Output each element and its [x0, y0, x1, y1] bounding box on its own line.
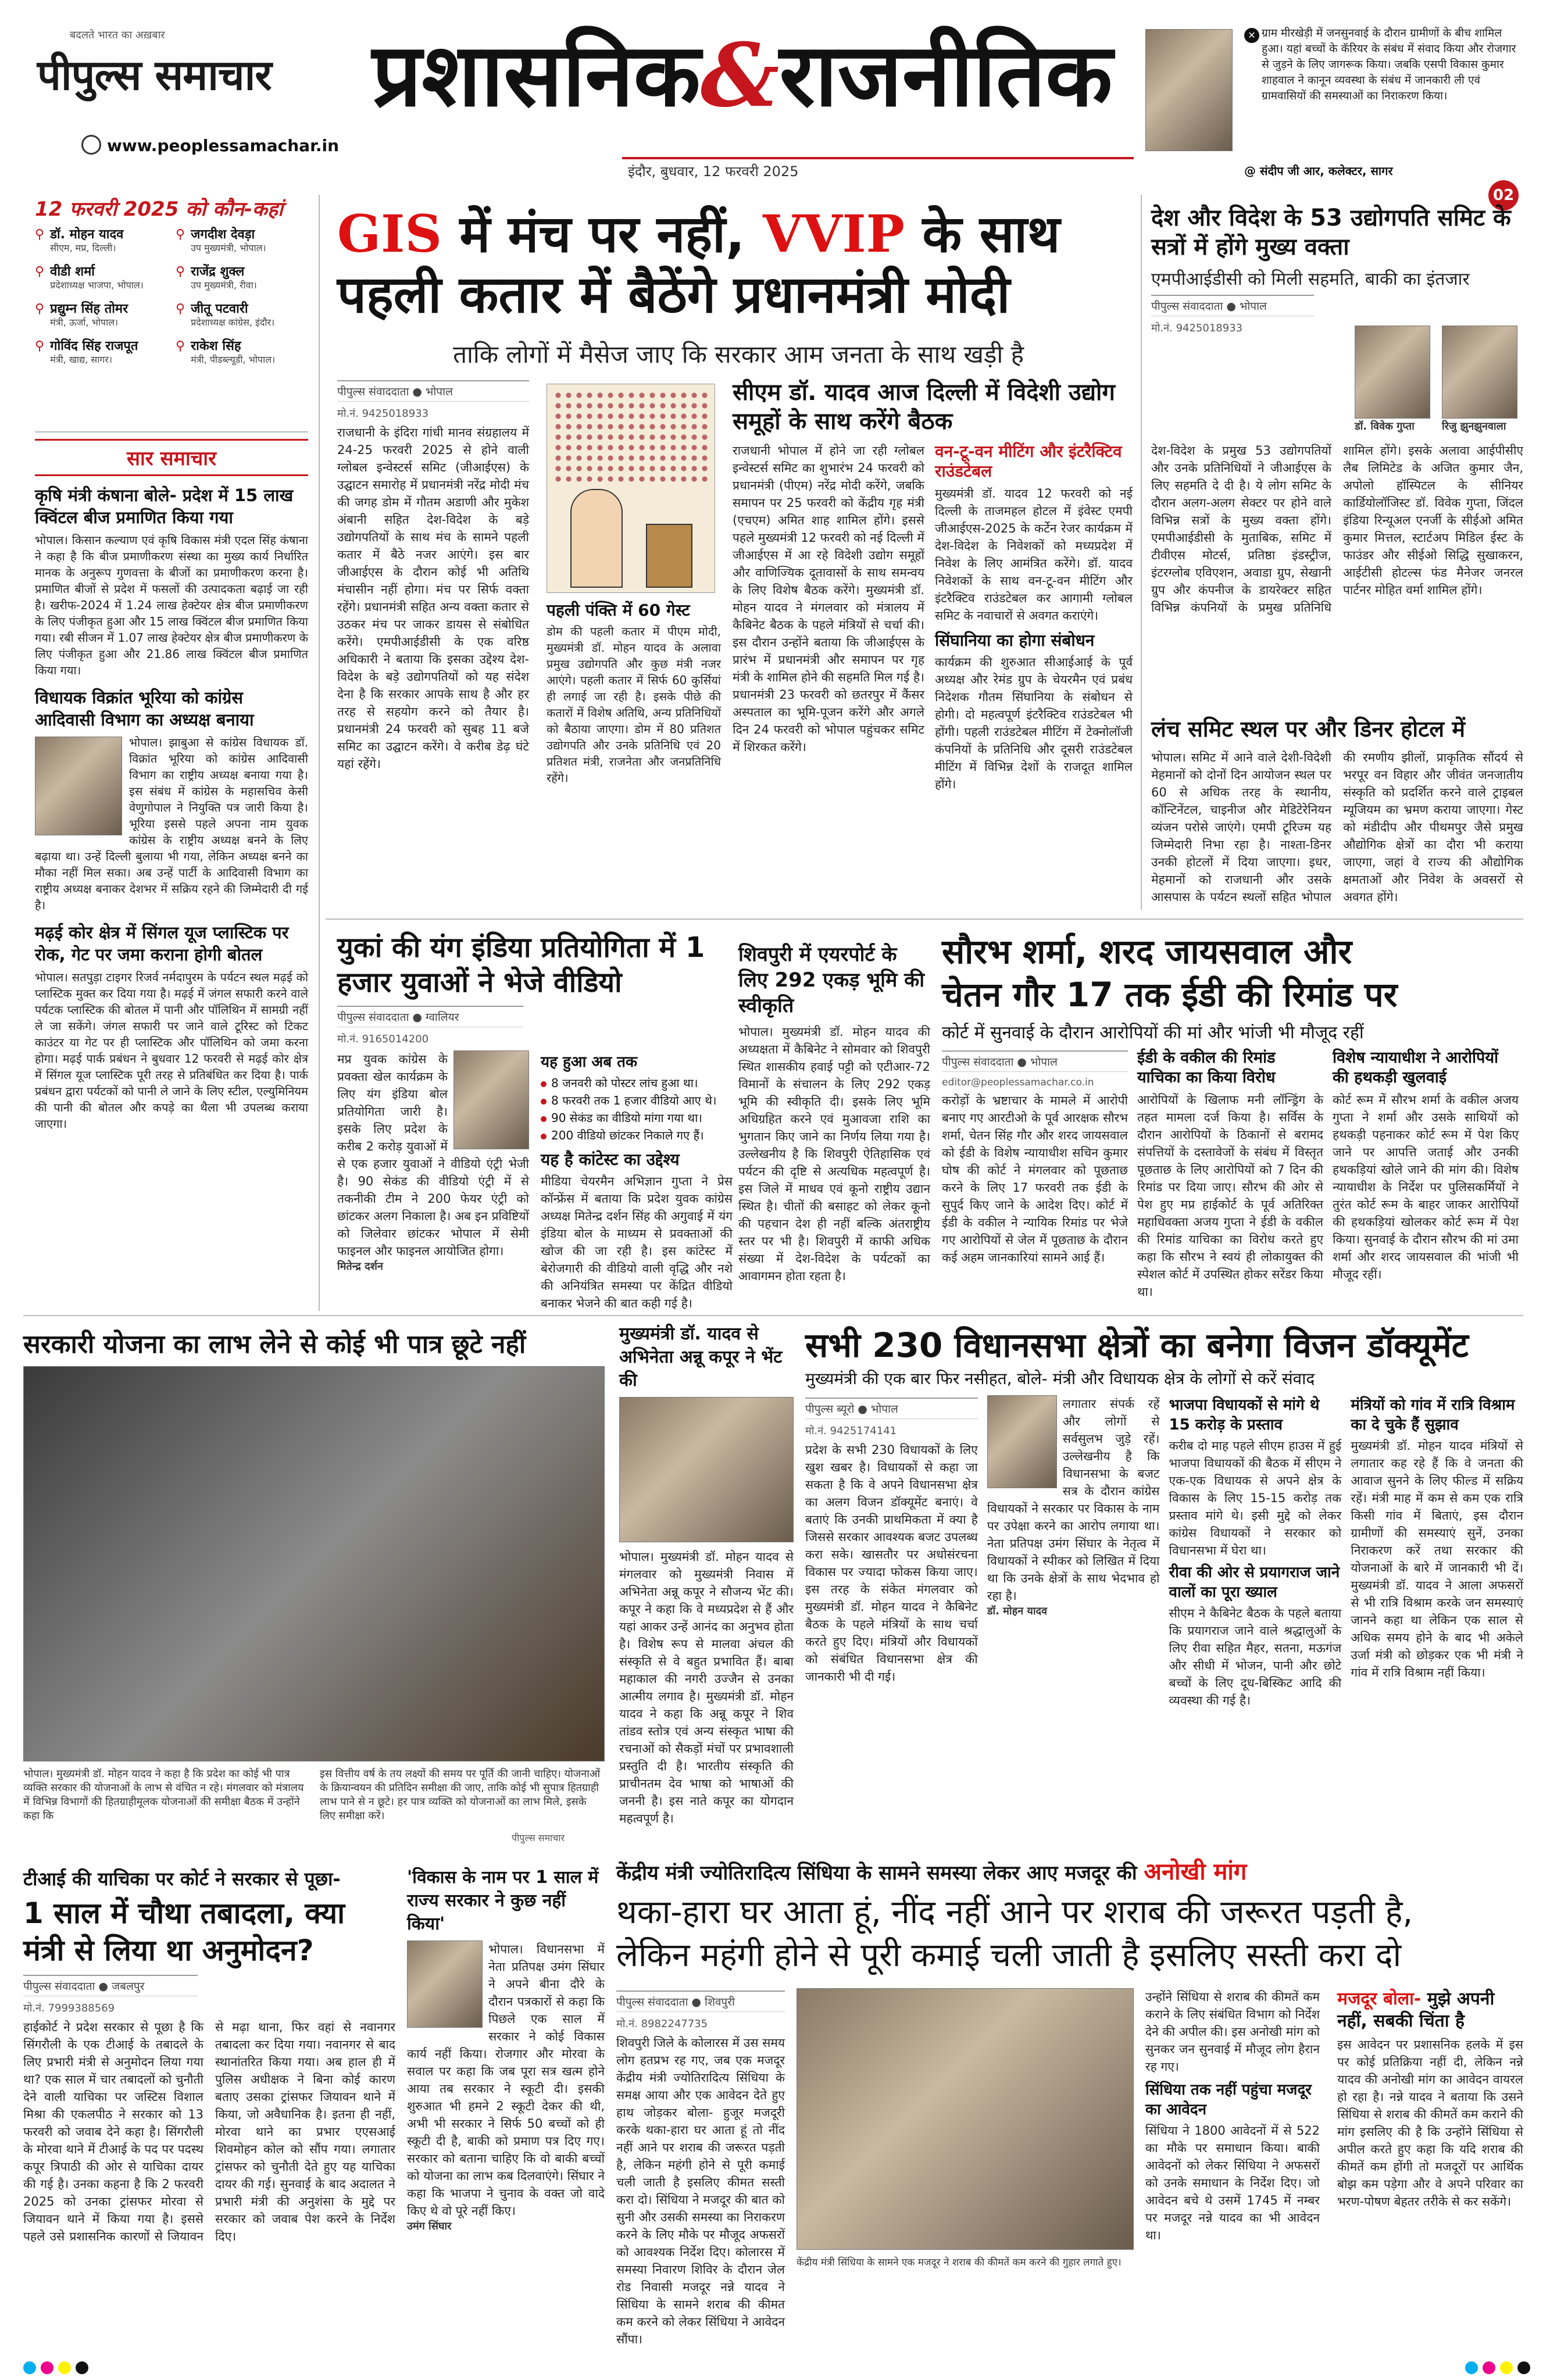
person-info — [50, 339, 138, 366]
registration-mark — [23, 2361, 36, 2374]
speaker-figure — [570, 489, 623, 588]
section-title-part1: प्रशासनिक — [372, 25, 701, 126]
ed-col2-text: आरोपियों के खिलाफ मनी लॉन्ड्रिंग के तहत मामला दर्ज किया है। सर्विस के दौरान आरोपियों के ठिकानों से बरामद संपत्तियों के दस्तावेजों के संबंध में विस्तृत पूछताछ के लिए आरोपियों को 7 दिन की रिमांड पर दिया जाए। सौरभ की ओर से पेश हुए मप्र हाईकोर्ट के पूर्व अतिरिक्त महाधिवक्ता अजय गुप्ता ने ईडी के वकील की रिमांड याचिका का विरोध करते हुए कहा कि सौरभ ने स्वयं ही लोकायुक्त की स्पेशल कोर्ट में उपस्थित होकर सरेंडर किया था। — [1137, 1093, 1323, 1299]
who-where-box — [35, 195, 308, 427]
masthead — [0, 0, 1557, 204]
registration-mark — [76, 2361, 88, 2374]
person-role: उप मुख्यमंत्री, भोपाल। — [191, 242, 266, 253]
vision-byline: पीपुल्स ब्यूरो ● भोपाल — [805, 1398, 978, 1419]
scindia-col3-sub-text: सिंधिया ने 1800 आवेदनों में से 522 का मौके पर समाधान किया। बाकी आवेदनों को लेकर सिंधिया ने अफसरों को उनके समाधान के निर्देश दिए। जो आवेदन बचे थे उसमें 1745 में नम्बर पर मजदूर नन्ने यादव का भी आवेदन था। — [1145, 2124, 1320, 2242]
ed-col3-text: कोर्ट रूम में सौरभ शर्मा के वकील अजय गुप्ता ने शर्मा और उसके साथियों को हथकड़ी पहनाकर कोर्ट रूम में पेश किए जाने पर आपत्ति जताई और उनकी हथकड़ियां खोले जाने की मांग की। विशेष न्यायाधीश के निर्देश पर पुलिसकर्मियों ने तुरंत कोर्ट रूम के बाहर जाकर आरोपियों की हथकड़ियां खोलकर कोर्ट रूम में पेश किया। सुनवाई के दौरान सौरभ की मां उमा शर्मा और शरद जायसवाल की भांजी भी मौजूद रहीं। — [1333, 1093, 1519, 1281]
annu-text: भोपाल। मुख्यमंत्री डॉ. मोहन यादव से मंगलवार को मुख्यमंत्री निवास में अभिनेता अन्नू कपूर ने सौजन्य भेंट की। कपूर ने कहा कि वे मध्यप्रदेश से हैं और यहां आकर उन्हें आनंद का अनुभव होता है। विशेष रूप से मालवा अंचल की संस्कृति से वे बहुत प्रभावित हैं। बाबा महाकाल की नगरी उज्जैन से उनका आत्मीय लगाव है। मुख्यमंत्री डॉ. मोहन यादव ने कहा कि अन्नू कपूर ने शिव तांडव स्तोत्र एवं अन्य संस्कृत भाषा की रचनाओं को सैकड़ों मंचों पर प्रभावशाली प्रस्तुति दी है। भारतीय संस्कृति की प्राचीनतम देव भाषा को भाषाओं की जननी है। इस नाते कपूर का योगदान महत्वपूर्ण है। — [619, 1550, 794, 1825]
cm-delhi-sub2: सिंघानिया का होगा संबोधन — [935, 631, 1095, 650]
youth-mobile: मो.नं. 9165014200 — [337, 1033, 429, 1045]
youth-list — [541, 1075, 733, 1143]
logo-text: पीपुल्स समाचार — [37, 51, 272, 99]
ti-kicker: टीआई की याचिका पर कोर्ट ने सरकार से पूछा- — [23, 1868, 341, 1890]
registration-mark — [41, 2361, 53, 2374]
location-pin-icon: ⚲ — [176, 339, 185, 353]
cm-delhi-text2: मुख्यमंत्री डॉ. यादव 12 फरवरी को नई दिल्ली के ताजमहल होटल में इंवेस्ट एमपी जीआईएस-2025 के कर्टेन रेजर कार्यक्रम में देश-विदेश के निवेशकों को मध्यप्रदेश में निवेश के लिए आमंत्रित करेंगे। डॉ. यादव निवेशकों के साथ वन-टू-वन मीटिंग और इंटरैक्टिव राउंडटेबल कर आगामी ग्लोबल समिट के नवाचारों से अवगत कराएंगे। — [935, 487, 1133, 623]
scindia-col4-title-red: मजदूर बोला- — [1337, 1989, 1422, 2009]
scindia-col3-sub: सिंधिया तक नहीं पहुंचा मजदूर का आवेदन — [1145, 2081, 1312, 2118]
ti-mobile: मो.नं. 7999388569 — [23, 2002, 115, 2014]
airport-article — [738, 942, 930, 1285]
gis-box-title: पहली पंक्ति में 60 गेस्ट — [547, 601, 690, 620]
person-name: वीडी शर्मा — [50, 265, 95, 279]
youth-sub: यह है कांटेस्ट का उद्देश्य — [541, 1150, 680, 1169]
summit53-byline: पीपुल्स संवाददाता ● भोपाल — [1151, 295, 1314, 316]
scindia-photo — [797, 1988, 1134, 2250]
scindia-headline-line1: थका-हारा घर आता हूं, नींद नहीं आने पर शराब की जरूरत पड़ती है, — [616, 1893, 1413, 1931]
mohan-yadav-photo — [987, 1395, 1057, 1488]
photo-caption: डॉ. मोहन यादव — [987, 1605, 1048, 1617]
vision-text: प्रदेश के सभी 230 विधायकों के लिए खुश खबर है। विधायकों से कहा जा सकता है कि वे अपने विधानसभा क्षेत्र का अलग विजन डॉक्यूमेंट बनाएं। वे बताएं कि उनकी प्राथमिकता में क्या है जिससे सरकार आवश्यक बजट उपलब्ध करा सके। खासतौर पर अधोसंरचना विकास पर ज्यादा फोकस किया जाए। इस तरह के संकेत मंगलवार को मुख्यमंत्री डॉ. मोहन यादव ने कैबिनेट बैठक के पहले मंत्रियों के साथ चर्चा करते हुए दिए। मंत्रियों और विधायकों को संबंधित विधानसभा क्षेत्र की जानकारी भी दी गई। — [805, 1443, 978, 1684]
top-right-credit: @ संदीप जी आर, कलेक्टर, सागर — [1244, 164, 1393, 178]
who-where-heading: 12 फरवरी 2025 को कौन-कहां — [35, 198, 283, 221]
ti-headline: 1 साल में चौथा तबादला, क्या मंत्री से लिया था अनुमोदन? — [23, 1896, 345, 1967]
scindia-headline-line2: लेकिन महंगी होने से पूरी कमाई चली जाती है इसलिए सस्ती करा दो — [616, 1936, 1402, 1974]
meeting-photo — [23, 1366, 605, 1761]
gis-box-text: डोम की पहली कतार में पीएम मोदी, मुख्यमंत्री डॉ. मोहन यादव के अलावा प्रमुख उद्योगपति और कुछ मंत्री नजर आएंगे। पहली कतार में सिर्फ 60 कुर्सियां ही लगाई जा रही है। इसके पीछे की कतारों में विशेष अतिथि, अन्य प्रतिनिधियों को बैठाया जाएगा। डोम में 80 प्रतिशत उद्योगपति और उनके प्रतिनिधि एवं 20 प्रतिशत मंत्री, राजनेता और जनप्रतिनिधि रहेंगे। — [547, 624, 721, 785]
saar-item — [35, 687, 308, 913]
people-grid — [35, 227, 308, 373]
person-role: मंत्री, खाद्य, सागर। — [50, 354, 112, 365]
cm-delhi-article — [733, 378, 1134, 793]
vikas-headline: 'विकास के नाम पर 1 साल में राज्य सरकार ने कुछ नहीं किया' — [407, 1867, 599, 1934]
gis-article — [337, 378, 529, 773]
saar-item-text: भोपाल। सतपुड़ा टाइगर रिजर्व नर्मदापुरम के पर्यटन स्थल मढ़ई को प्लास्टिक मुक्त कर दिया गया है। मढ़ई में जंगल सफारी करने वाले पर्यटक प्लास्टिक की बोतल में पानी और पॉलिथिन में सामग्री नहीं ले जा सकेंगे। जंगल सफारी पर जाने वाले टूरिस्ट को टिकट काउंटर या गेट पर ही प्लास्टिक और पॉलिथिन को जमा करना होगा। मढ़ई पार्क प्रबंधन ने बुधवार 12 फरवरी से मढ़ई कोर क्षेत्र में सिंगल यूज प्लास्टिक पूरी तरह से प्रतिबंधित कर दिया है। पार्क प्रबंधन द्वारा पर्यटकों को पानी ले जाने के लिए स्टील, एल्युमिनियम की पानी की बोतल और कपड़े का थैला भी उपलब्ध कराया जाएगा। — [35, 970, 308, 1131]
globe-icon — [81, 135, 101, 155]
registration-mark — [1483, 2361, 1495, 2374]
person-entry — [35, 302, 167, 335]
meeting-caption-1: भोपाल। मुख्यमंत्री डॉ. मोहन यादव ने कहा है कि प्रदेश का कोई भी पात्र व्यक्ति सरकार की योजनाओं के लाभ से वंचित न रहे। मंगलवार को मंत्रालय में विभिन्न विभागों की हितग्राहीमूलक योजनाओं की समीक्षा बैठक में उन्होंने कहा कि — [23, 1768, 304, 1822]
cm-delhi-text1: राजधानी भोपाल में होने जा रही ग्लोबल इन्वेस्टर्स समिट का शुभारंभ 24 फरवरी को प्रधानमंत्री (पीएम) नरेंद्र मोदी करेंगे, जबकि समापन पर 25 फरवरी को केंद्रीय गृह मंत्री (एचएम) अमित शाह शामिल होंगे। इससे पहले मुख्यमंत्री 12 फरवरी को नई दिल्ली में जीआईएस में आ रहे विदेशी उद्योग समूहों और वाणिज्यिक दूतावासों के साथ समन्वय के लिए विशेष बैठक करेंगे। मुख्यमंत्री डॉ. मोहन यादव ने मंगलवार को मंत्रालय में कैबिनेट बैठक के पहले मंत्रियों से चर्चा की। इस दौरान उन्होंने बताया कि जीआईएस के प्रारंभ में प्रधानमंत्री और समापन पर गृह मंत्री के शामिल होने की सहमति मिल गई है। प्रधानमंत्री 23 फरवरी को छतरपुर में कैंसर अस्पताल का भूमि-पूजन करेंगे और अगले दिन 24 फरवरी को भोपाल पहुंचकर समिट में शिरकत करेंगे। — [733, 444, 924, 754]
youth-list-title: यह हुआ अब तक — [541, 1053, 637, 1071]
lunch-headline: लंच समिट स्थल पर और डिनर होटल में — [1151, 716, 1465, 742]
scindia-byline: पीपुल्स संवाददाता ● शिवपुरी — [616, 1991, 785, 2012]
scheme-headline: सरकारी योजना का लाभ लेने से कोई भी पात्र छूटे नहीं — [23, 1330, 526, 1359]
person-name: गोविंद सिंह राजपूत — [50, 339, 138, 353]
location-pin-icon: ⚲ — [176, 227, 185, 242]
photo-caption: उमंग सिंघार — [407, 2220, 452, 2232]
location-pin-icon: ⚲ — [35, 339, 45, 353]
scindia-col4-title — [1337, 1988, 1523, 2032]
website-link[interactable]: www.peoplessamachar.in — [107, 136, 340, 155]
vision-subhead: मुख्यमंत्री की एक बार फिर नसीहत, बोले- मंत्री और विधायक क्षेत्र के लोगों से करें संवाद — [805, 1369, 1315, 1388]
saar-item-title: विधायक विक्रांत भूरिया को कांग्रेस आदिवासी विभाग का अध्यक्ष बनाया — [35, 688, 254, 730]
gis-subhead: ताकि लोगों में मैसेज जाए कि सरकार आम जनता के साथ खड़ी है — [453, 340, 1024, 369]
divider — [35, 431, 308, 433]
location-pin-icon: ⚲ — [176, 265, 185, 279]
person-role: प्रदेशाध्यक्ष कांग्रेस, इंदौर। — [191, 317, 275, 328]
annu-headline: मुख्यमंत्री डॉ. यादव से अभिनेता अन्नू कपूर ने भेंट की — [619, 1324, 783, 1391]
vision-col3-text: मुख्यमंत्री डॉ. मोहन यादव मंत्रियों से लगातार कह रहे हैं कि वे जनता की आवाज सुनने के लिए फील्ड में सक्रिय रहें। मंत्री माह में कम से कम एक रात्रि किसी गांव में बिताएं, इस दौरान ग्रामीणों की समस्याएं सुनें, उनका निराकरण करें तथा सरकार की योजनाओं के बारे में जानकारी भी दें। मुख्यमंत्री डॉ. यादव ने आला अफसरों से भी रात्रि विश्राम करके जन समस्याएं जानने कहा था लेकिन एक साल से अधिक समय होने के बाद भी अकेले उर्जा मंत्री को छोड़कर एक भी मंत्री ने गांव में रात्रि विश्राम नहीं किया। — [1351, 1439, 1523, 1679]
page-number: 02 — [1488, 180, 1519, 210]
saar-box — [35, 439, 308, 1311]
person-info — [191, 339, 275, 366]
scindia-col1 — [616, 1988, 785, 2348]
scindia-article — [616, 1854, 1523, 1982]
summit53-mobile: मो.नं. 9425018933 — [1151, 322, 1243, 334]
meeting-caption — [23, 1767, 605, 1823]
youth-list-text: 8 जनवरी को पोस्टर लांच हुआ था। — [551, 1076, 698, 1090]
logo — [37, 42, 363, 106]
ed-headline-line2: चेतन गौर 17 तक ईडी की रिमांड पर — [942, 975, 1398, 1014]
bullet-icon — [541, 1134, 547, 1139]
scindia-photo-caption: केंद्रीय मंत्री सिंधिया के सामने एक मजदूर ने शराब की कीमतें कम करने की गुहार लगाते हुए। — [797, 2257, 1122, 2268]
section-title-amp: & — [700, 24, 780, 127]
person-info — [50, 265, 144, 291]
saar-item-text: भोपाल। झाबुआ से कांग्रेस विधायक डॉ. विक्रांत भूरिया को कांग्रेस आदिवासी विभाग का राष्ट्रीय अध्यक्ष बनाया गया है। इस संबंध में कांग्रेस के महासचिव केसी वेणुगोपाल ने नियुक्ति पत्र जारी किया है। भूरिया इससे पहले अपना नाम युवक कांग्रेस के राष्ट्रीय अध्यक्ष बनने के लिए बढ़ाया था। उन्हें दिल्ली बुलाया भी गया, लेकिन अध्यक्ष बनने का मौका नहीं मिल सका। अब उन्हें पार्टी के आदिवासी विभाग का राष्ट्रीय अध्यक्ष बनाकर देशभर में सक्रिय रहने की जिम्मेदारी दी गई है। — [35, 735, 308, 912]
color-registration-marks — [23, 2361, 88, 2374]
vision-col2-sub-text: सीएम ने कैबिनेट बैठक के पहले बताया कि प्रयागराज जाने वाले श्रद्धालुओं के लिए रीवा सहित मैहर, सतना, मऊगंज और सीधी में भोजन, पानी और छोटे बच्चों के लिए दूध-बिस्किट आदि की व्यवस्था की गई है। — [1169, 1606, 1342, 1707]
umang-photo — [407, 1941, 483, 2028]
saar-item — [35, 921, 308, 1132]
bhuria-photo — [35, 737, 122, 835]
youth-article — [337, 930, 733, 1312]
cm-delhi-text3: कार्यक्रम की शुरुआत सीआईआई के पूर्व अध्यक्ष और रेमंड ग्रुप के चेयरमैन एवं प्रबंध निदेशक गौतम सिंघानिया के संबोधन से होगी। दो महत्वपूर्ण इंटरैक्टिव राउंडटेबल भी होंगी। पहली राउंडटेबल मीटिंग में टेक्नोलॉजी कंपनियों के प्रतिनिधि और दूसरी राउंडटेबल मीटिंग में विभिन्न देशों के राजदूत शामिल होंगे। — [935, 655, 1133, 791]
saar-item-title: कृषि मंत्री कंषाना बोले- प्रदेश में 15 लाख क्विंटल बीज प्रमाणित किया गया — [35, 485, 294, 527]
lunch-article — [1151, 715, 1523, 941]
scindia-kicker-text: केंद्रीय मंत्री ज्योतिरादित्य सिंधिया के सामने समस्या लेकर आए मजदूर की — [616, 1861, 1144, 1885]
person-info — [50, 227, 123, 254]
lunch-text: भोपाल। समिट में आने वाले देशी-विदेशी मेहमानों को दोनों दिन आयोजन स्थल पर 60 से अधिक तरह के स्थानीय, कॉन्टिनेंटल, चाइनीज और मेडिटेरेनियन व्यंजन परोसे जाएंगे। एमपी टूरिज्म यह जिम्मेदारी निभा रहा है। नाश्ता-डिनर उनकी होटलों में दिया जाएगा। इधर, मेहमानों को राजधानी और उसके आसपास के पर्यटन स्थलों सहित भोपाल की रमणीय झीलों, प्राकृतिक सौंदर्य से भरपूर वन विहार और जीवंत जनजातीय संस्कृति को प्रदर्शित करने वाले ट्राइबल म्यूजियम का भ्रमण कराया जाएगा। गेस्ट को मंडीदीप और पीथमपुर जैसे प्रमुख औद्योगिक क्षेत्रों का दौरा भी कराया जाएगा, जहां वे राज्य की औद्योगिक क्षमताओं और निवेश के अवसरों से अवगत होंगे। — [1151, 751, 1523, 904]
ed-text: करोड़ों के भ्रष्टाचार के मामले में आरोपी बनाए गए आरटीओ के पूर्व आरक्षक सौरभ शर्मा, चेतन सिंह गौर और शरद जायसवाल को ईडी के विशेष न्यायाधीश सचिन कुमार घोष की कोर्ट ने मंगलवार को पूछताछ करने के लिए 17 फरवरी तक ईडी के सुपुर्द किए जाने के आदेश दिए। कोर्ट में ईडी के वकील ने न्यायिक रिमांड पर भेजे गए आरोपियों से जेल में पूछताछ के दौरान कई अहम जानकारियां सामने आई हैं। — [942, 1093, 1128, 1264]
ti-article — [23, 1866, 395, 2344]
vikas-text: भोपाल। विधानसभा में नेता प्रतिपक्ष उमंग सिंघार ने अपने बीना दौरे के दौरान पत्रकारों से कहा कि पिछले एक साल में सरकार ने कोई विकास कार्य नहीं किया। रोजगार और मोरवा के सवाल पर कहा कि जब पूरा सत्र खत्म होने आया तब सरकार ने स्कूटी दी। इसकी शुरुआत भी हमने 2 स्कूटी देकर की थी, अभी भी सरकार ने सिर्फ 50 बच्चों को ही स्कूटी दी है, बाकी को प्रमाण पत्र दिए गए। सरकार को बताना चाहिए कि वो बाकी बच्चों को योजना का लाभ कब दिलवाएंगे। सिंघार ने कहा कि भाजपा ने चुनाव के वक्त जो वादे किए थे वो पूरे नहीं किए। — [407, 1942, 605, 2218]
registration-mark — [58, 2361, 71, 2374]
saar-heading: सार समाचार — [35, 439, 308, 476]
person-role: प्रदेशाध्यक्ष भाजपा, भोपाल। — [50, 280, 144, 291]
vision-article — [805, 1325, 1523, 1709]
registration-mark — [1517, 2361, 1530, 2374]
vision-col2-text: करीब दो माह पहले सीएम हाउस में हुई भाजपा विधायकों की बैठक में सीएम ने एक-एक विधायक से अपने क्षेत्र के विकास के लिए 15-15 करोड़ तक प्रस्ताव मांगे थे। इसी मुद्दे को लेकर कांग्रेस विधायकों ने सरकार को विधानसभा में घेरा था। — [1169, 1439, 1342, 1557]
photo-credit: पीपुल्स समाचार — [512, 1832, 565, 1843]
person-name: डॉ. मोहन यादव — [50, 227, 124, 242]
vision-headline: सभी 230 विधानसभा क्षेत्रों का बनेगा विजन डॉक्यूमेंट — [805, 1325, 1469, 1365]
ed-subhead: कोर्ट में सुनवाई के दौरान आरोपियों की मां और भांजी भी मौजूद रहीं — [942, 1023, 1364, 1043]
ed-headline-line1: सौरभ शर्मा, शरद जायसवाल और — [942, 932, 1352, 971]
person-name: प्रद्युम्न सिंह तोमर — [50, 302, 128, 316]
gis-box — [547, 599, 721, 786]
vision-col2-sub: रीवा की ओर से प्रयागराज जाने वालों का पूरा ख्याल — [1169, 1564, 1340, 1601]
summit53-text: देश-विदेश के प्रमुख 53 उद्योगपतियों और उनके प्रतिनिधियों ने जीआईएस के लिए सहमति दे दी है। ये लोग समिट के दौरान अलग-अलग सेक्टर पर होने वाले विभिन्न सत्रों के मुख्य वक्ता होंगे। एमपीआईडीसी के मुताबिक, समिट में टीवीएस मोटर्स, प्रतिष्ठा इंडस्ट्रीज, इंटरग्लोब एविएशन, अवाडा ग्रुप, सेखानी ग्रुप और कंपनीज के डायरेक्टर सहित विभिन्न कंपनियों के प्रमुख प्रतिनिधि शामिल होंगे। इसके अलावा आईपीसीए लैब लिमिटेड के अजित कुमार जैन, अपोलो हॉस्पिटल के सीनियर कार्डियोलॉजिस्ट डॉ. विवेक गुप्ता, जिंदल इंडिया रिन्यूअल एनर्जी के सीईओ अमित कुमार मित्तल, स्टार्टअप मिडिल ईस्ट के फाउंडर और सीईओ सिद्धि सुखाकरन, आईटीसी होटल्स फंड मैनेजर जनरल पार्टनर मोहित वर्मा शामिल होंगे। — [1151, 444, 1523, 614]
airport-headline: शिवपुरी में एयरपोर्ट के लिए 292 एकड़ भूमि की स्वीकृति — [738, 943, 925, 1017]
mitendra-photo — [453, 1050, 529, 1149]
youth-list-text: 8 फरवरी तक 1 हजार वीडियो आए थे। — [551, 1093, 717, 1107]
scindia-col3 — [1145, 1988, 1320, 2244]
person-role: सीएम, मप्र, दिल्ली। — [50, 242, 116, 253]
annu-article — [619, 1323, 794, 1827]
registration-mark — [1465, 2361, 1478, 2374]
vision-col2-title: भाजपा विधायकों से मांगे थे 15 करोड़ के प्रस्ताव — [1169, 1396, 1320, 1434]
location-pin-icon: ⚲ — [176, 302, 185, 316]
gis-text: राजधानी के इंदिरा गांधी मानव संग्रहालय में 24-25 फरवरी 2025 से होने वाली ग्लोबल इन्वेस्टर्स समिट (जीआईएस) के उद्घाटन समारोह में प्रधानमंत्री नरेंद्र मोदी मंच की जगह डोम में गौतम अडाणी और मुकेश अंबानी सहित देश-विदेश के बड़े उद्योगपतियों के साथ मंच के सामने पहली कतार में बैठे नजर आएंगे। इस बार जीआईएस के दौरान कोई भी अतिथि मंचासीन नहीं होगा। मंच पर सिर्फ वक्ता रहेंगे। प्रधानमंत्री सहित अन्य वक्ता कतार से उठकर मंच पर जाकर डायस से संबोधित करेंगे। एमपीआईडीसी के एक वरिष्ठ अधिकारी ने बताया कि इसका उद्देश्य देश-विदेश के बड़े उद्योगपतियों को यह संदेश देना है कि सरकार आपके साथ है और हर तरह से सहयोग करने को तैयार है। प्रधानमंत्री 24 फरवरी को सुबह 11 बजे समिट का उद्घाटन करेंगे। वे करीब डेढ़ घंटे यहां रहेंगे। — [337, 426, 529, 771]
person-entry — [176, 339, 308, 373]
dateline: इंदौर, बुधवार, 12 फरवरी 2025 — [628, 163, 799, 180]
vision-mobile: मो.नं. 9425174141 — [805, 1425, 897, 1437]
registration-mark — [1500, 2361, 1513, 2374]
airport-text: भोपाल। मुख्यमंत्री डॉ. मोहन यादव की अध्यक्षता में कैबिनेट ने सोमवार को शिवपुरी स्थित शासकीय हवाई पट्टी को एटीआर-72 विमानों के संचालन के लिए 292 एकड़ भूमि की स्वीकृति दी। इसके लिए भूमि अधिग्रहित करने एवं मुआवजा राशि का भुगतान किए जाने का निर्णय लिया गया है। उल्लेखनीय है कि शिवपुरी ऐतिहासिक एवं पर्यटन की दृष्टि से अत्यधिक महत्वपूर्ण है। इस जिले में माधव एवं कूनो राष्ट्रीय उद्यान स्थित है। चीतों की बसाहट को लेकर कूनो की पहचान देश ही नहीं बल्कि अंतराष्ट्रीय स्तर पर भी है। शिवपुरी में काफी अधिक संख्या में देश-विदेश के पर्यटकों का आवागमन होता रहता है। — [738, 1025, 930, 1283]
podium — [646, 524, 692, 588]
vikas-article — [407, 1866, 605, 2234]
vision-col3-title: मंत्रियों को गांव में रात्रि विश्राम का दे चुके हैं सुझाव — [1351, 1396, 1515, 1434]
top-right-box — [1145, 23, 1523, 204]
ti-byline: पीपुल्स संवाददाता ● जबलपुर — [23, 1975, 198, 1996]
gis-byline: पीपुल्स संवाददाता ● भोपाल — [337, 380, 529, 402]
youth-list-item — [541, 1075, 733, 1091]
ed-col2-title: ईडी के वकील की रिमांड याचिका का किया विरोध — [1137, 1049, 1276, 1087]
bullet-icon — [541, 1099, 547, 1105]
youth-headline: युकां की यंग इंडिया प्रतियोगिता में 1 हजार युवाओं ने भेजे वीडियो — [337, 931, 705, 999]
youth-sub-text: मीडिया चेयरमैन अभिज्ञान गुप्ता ने प्रेस कॉन्फ्रेंस में बताया कि प्रदेश युवक कांग्रेस अध्यक्ष मितेन्द्र दर्शन सिंह की अगुवाई में यंग इंडिया बोल के माध्यम से प्रवक्ताओं की खोज की जा रही है। इस कांटेस्ट में बेरोजगारी की वीडियो वाली वृद्धि और नशे की अनियंत्रित समस्या पर केंद्रित वीडियो बनाकर भेजने की बात कही गई है। — [541, 1174, 733, 1310]
person-entry — [176, 265, 308, 298]
photo-caption: मितेन्द्र दर्शन — [337, 1260, 383, 1273]
youth-list-text: 90 सेकंड का वीडियो मांगा गया था। — [551, 1111, 702, 1125]
saar-item-text: भोपाल। किसान कल्याण एवं कृषि विकास मंत्री एदल सिंह कंषाना ने कहा है कि बीज प्रमाणीकरण संस्था का मुख्य कार्य निर्धारित मानक के अनुरूप गुणवत्ता के बीजों का प्रमाणीकरण करना है। प्रमाणित बीजों से प्रदेश में फसलों की उत्पादकता बढ़ाई जा रही है। खरीफ-2024 में 1.24 लाख हेक्टेयर क्षेत्र बीज प्रमाणीकरण के लिए पंजीकृत हुआ और 15 लाख क्विंटल बीज प्रमाणित किया गया। रबी सीजन में 1.07 लाख हेक्टेयर क्षेत्र बीज प्रमाणीकरण के लिए पंजीकृत हुआ और 21.86 लाख क्विंटल बीज प्रमाणित किया गया। — [35, 533, 308, 677]
youth-byline: पीपुल्स संवाददाता ● ग्वालियर — [337, 1006, 523, 1027]
person-info — [50, 302, 128, 328]
bullet-icon — [541, 1116, 547, 1122]
scindia-col4-title-text: मुझे अपनी नहीं, सबकी चिंता है — [1337, 1989, 1495, 2031]
person-role: मंत्री, पीडब्ल्यूडी, भोपाल। — [191, 354, 276, 365]
gis-mobile: मो.नं. 9425018933 — [337, 408, 429, 420]
scindia-col4 — [1337, 1988, 1523, 2210]
location-pin-icon: ⚲ — [35, 227, 45, 242]
gis-line2: पहली कतार में बैठेंगे प्रधानमंत्री मोदी — [337, 265, 1010, 324]
masthead-rule — [622, 157, 1134, 159]
location-pin-icon: ⚲ — [35, 302, 45, 316]
person-role: उप मुख्यमंत्री, रीवा। — [191, 280, 257, 291]
column-divider — [319, 195, 320, 1311]
youth-list-item — [541, 1127, 733, 1143]
ed-email[interactable]: editor@peoplessamachar.co.in — [942, 1077, 1094, 1088]
gis-h1: में मंच पर नहीं, — [441, 204, 763, 264]
ed-article — [942, 930, 1523, 1300]
scindia-kicker — [616, 1854, 1523, 1886]
annu-kapoor-photo — [619, 1397, 794, 1542]
location-pin-icon: ⚲ — [35, 265, 45, 279]
youth-list-item — [541, 1110, 733, 1126]
column-divider — [1141, 195, 1142, 910]
photo-caption: डॉ. विवेक गुप्ता — [1355, 420, 1415, 433]
cm-delhi-sub1: वन-टू-वन मीटिंग और इंटरैक्टिव राउंडटेबल — [935, 442, 1122, 481]
scindia-kicker-red: अनोखी मांग — [1144, 1859, 1247, 1885]
person-name: जगदीश देवड़ा — [191, 227, 255, 242]
scindia-headline — [616, 1891, 1523, 1977]
scindia-col3-text: उन्होंने सिंधिया से शराब की कीमतें कम कराने के लिए संबंधित विभाग को निर्देश देने की अपील की। इस अनोखी मांग को सुनकर जन सुनवाई में मौजूद लोग हैरान रह गए। — [1145, 1990, 1320, 2074]
summit53-headline: देश और विदेश के 53 उद्योगपति समिट के सत्रों में होंगे मुख्य वक्ता — [1151, 205, 1511, 260]
gis-cartoon — [547, 384, 715, 593]
top-right-text: ग्राम मीरखेड़ी में जनसुनवाई के दौरान ग्रामीणों के बीच शामिल हुआ। यहां बच्चों के कॅरियर के संबंध में संवाद किया और रोजगार से जुड़ने के लिए जागरूक किया। जबकि एसपी विकास कुमार शाहवाल ने कानून व्यवस्था के संबंध में जानकारी ली एवं ग्रामवासियों की समस्याओं का निराकरण किया। — [1262, 27, 1516, 102]
person-info — [191, 265, 257, 291]
x-icon: ✕ — [1244, 28, 1259, 43]
person-entry — [35, 227, 167, 261]
tagline: बदलते भारत का अख़बार — [70, 29, 165, 41]
person-info — [191, 227, 266, 254]
ti-text: हाईकोर्ट ने प्रदेश सरकार से पूछा है कि सिंगरौली के एक टीआई के तबादले के लिए प्रभारी मंत्री से अनुमोदन लिया गया था? एक साल में चार तबादलों को चुनौती देने वाली याचिका पर जस्टिस विशाल मिश्रा की एकलपीठ ने सरकार को 13 फरवरी को जवाब देने कहा है। सिंगरौली के मोरवा थाने में टीआई के पद पर पदस्थ कपूर त्रिपाठी की ओर से याचिका दायर की गई है। उनका कहना है कि 2 फरवरी 2025 को उनका ट्रांसफर मोरवा से जियावन थाने में किया गया है। इससे पहले उसे प्रशासनिक कारणों से जियावन से मढ़ा थाना, फिर वहां से नवानगर तबादला कर दिया गया। नवानगर से बाद स्थानांतरित किया गया। अब हाल ही में पुलिस अधीक्षक ने बिना कोई कारण बताए उसका ट्रांसफर जियावन थाने में किया, जो अवैधानिक है। इतना ही नहीं, मोरवा थाने का प्रभार एएसआई शिवमोहन कोल को सौंप गया। लगातार ट्रांसफर को चुनौती देते हुए यह याचिका दायर की गई। सुनवाई के बाद अदालत ने प्रभारी मंत्री की अनुशंसा के मुद्दे पर सरकार को जवाब पेश करने के निर्देश दिए। — [23, 2020, 395, 2243]
person-name: राकेश सिंह — [191, 339, 241, 353]
person-entry — [176, 302, 308, 335]
person-name: राजेंद्र शुक्ल — [191, 265, 245, 279]
youth-text: मप्र युवक कांग्रेस के प्रवक्ता खेल कार्यक्रम के लिए यंग इंडिया बोल प्रतियोगिता जारी है। इसके लिए प्रदेश के करीब 2 करोड़ युवाओं में से एक हजार युवाओं ने वीडियो एंट्री भेजी है। 90 सेकंड की वीडियो एंट्री में से तकनीकी टीम ने 200 फेयर एंट्री को छांटकर अलग निकाला है। अब इन प्रविष्टियों को जिलेवार छांटकर भोपाल में सेमी फाइनल और फाइनल आयोजित होगा। — [337, 1052, 529, 1258]
saar-item — [35, 484, 308, 678]
youth-list-item — [541, 1092, 733, 1109]
youth-list-text: 200 वीडियो छांटकर निकाले गए हैं। — [551, 1128, 704, 1142]
scindia-col4-text: इस आवेदन पर प्रशासनिक हलके में इस पर कोई प्रतिक्रिया नहीं दी, लेकिन नन्ने यादव की अनोखी मांग का आवेदन वायरल हो रहा है। नन्ने यादव ने बताया कि उसने सिंधिया से शराब की कीमतें कम कराने की मांग इसलिए की है कि उन्होंने सिंधिया से अपील करते हुए कहा कि यदि शराब की कीमतें कम होंगी तो मजदूरों पर आर्थिक बोझ कम पड़ेगा और वे अपने परिवार का भरण-पोषण बेहतर तरीके से कर सकेंगे। — [1337, 2038, 1523, 2209]
audience-dots — [553, 390, 710, 483]
saar-item-title: मढ़ई कोर क्षेत्र में सिंगल यूज प्लास्टिक पर रोक, गेट पर जमा कराना होगी बोतल — [35, 923, 289, 964]
divider — [326, 919, 1523, 920]
photo-caption: रिजु झुनझुनवाला — [1442, 420, 1506, 433]
meeting-caption-2: इस वित्तीय वर्ष के तय लक्ष्यों की समय पर पूर्ति की जानी चाहिए। योजनाओं के क्रियान्वयन की प्रतिदिन समीक्षा की जाए, ताकि कोई भी सुपात्र हितग्राही लाभ पाने से न छूटे। हर पात्र व्यक्ति को योजनाओं का लाभ मिले, इसके लिए समीक्षा करें। — [320, 1768, 601, 1822]
person-name: जीतू पटवारी — [191, 302, 248, 316]
vision-text2: लगातार संपर्क रहें और लोगों से सर्वसुलभ जुड़े रहें। उल्लेखनीय है कि विधानसभा के बजट सत्र के दौरान कांग्रेस विधायकों ने सरकार पर विकास के नाम पर उपेक्षा करने का आरोप लगाया था। नेता प्रतिपक्ष उमंग सिंघार के नेतृत्व में विधायकों ने स्पीकर को लिखित में दिया था कि उनके क्षेत्रों के साथ भेदभाव हो रहा है। — [987, 1397, 1160, 1603]
ed-col3-title: विशेष न्यायाधीश ने आरोपियों की हथकड़ी खुलवाई — [1333, 1049, 1498, 1087]
person-entry — [176, 227, 308, 261]
scindia-mobile: मो.नं. 8982247735 — [616, 2018, 708, 2030]
section-title-part2: राजनीतिक — [779, 25, 1113, 126]
cm-delhi-headline: सीएम डॉ. यादव आज दिल्ली में विदेशी उद्योग समूहों के साथ करेंगे बैठक — [733, 379, 1115, 435]
ed-headline — [942, 930, 1523, 1016]
section-title — [372, 12, 1113, 140]
summit53-subhead: एमपीआईडीसी को मिली सहमति, बाकी का इंतजार — [1151, 269, 1470, 290]
gis-h2: के साथ — [904, 204, 1060, 264]
person-entry — [35, 265, 167, 298]
scindia-text: शिवपुरी जिले के कोलारस में उस समय लोग हतप्रभ रह गए, जब एक मजदूर केंद्रीय मंत्री ज्योतिरादित्य सिंधिया के समक्ष आया और एक आवेदन देते हुए हाथ जोड़कर बोला- हुजूर मजदूरी करके थका-हारा घर आता हूं तो नींद नहीं आने पर शराब की जरूरत पड़ती है, लेकिन महंगी होने से पूरी कमाई चली जाती है इसलिए कीमत सस्ती करा दो। सिंधिया ने मजदूर की बात को सुनी और उसकी समस्या का निराकरण करने के लिए मौके पर मौजूद अफसरों को आवश्यक निर्देश दिए। कोलारस में समस्या निवारण शिविर के दौरान जेल रोड निवासी मजदूर नन्ने यादव ने सिंधिया के सामने शराब की कीमत कम करने को लेकर सिंधिया ने आवेदन सौंपा। — [616, 2036, 785, 2346]
person-role: मंत्री, ऊर्जा, भोपाल। — [50, 317, 119, 328]
gis-headline — [337, 203, 1134, 325]
bullet-icon — [541, 1081, 547, 1087]
color-registration-marks — [1465, 2361, 1530, 2374]
person-info — [191, 302, 274, 328]
gis-red1: GIS — [337, 203, 442, 264]
gis-red2: VVIP — [762, 203, 905, 264]
collector-photo — [1145, 29, 1233, 151]
divider — [23, 1315, 1523, 1316]
person-entry — [35, 339, 167, 373]
summit53-article — [1151, 203, 1523, 335]
ed-byline: पीपुल्स संवाददाता ● भोपाल — [942, 1050, 1128, 1072]
